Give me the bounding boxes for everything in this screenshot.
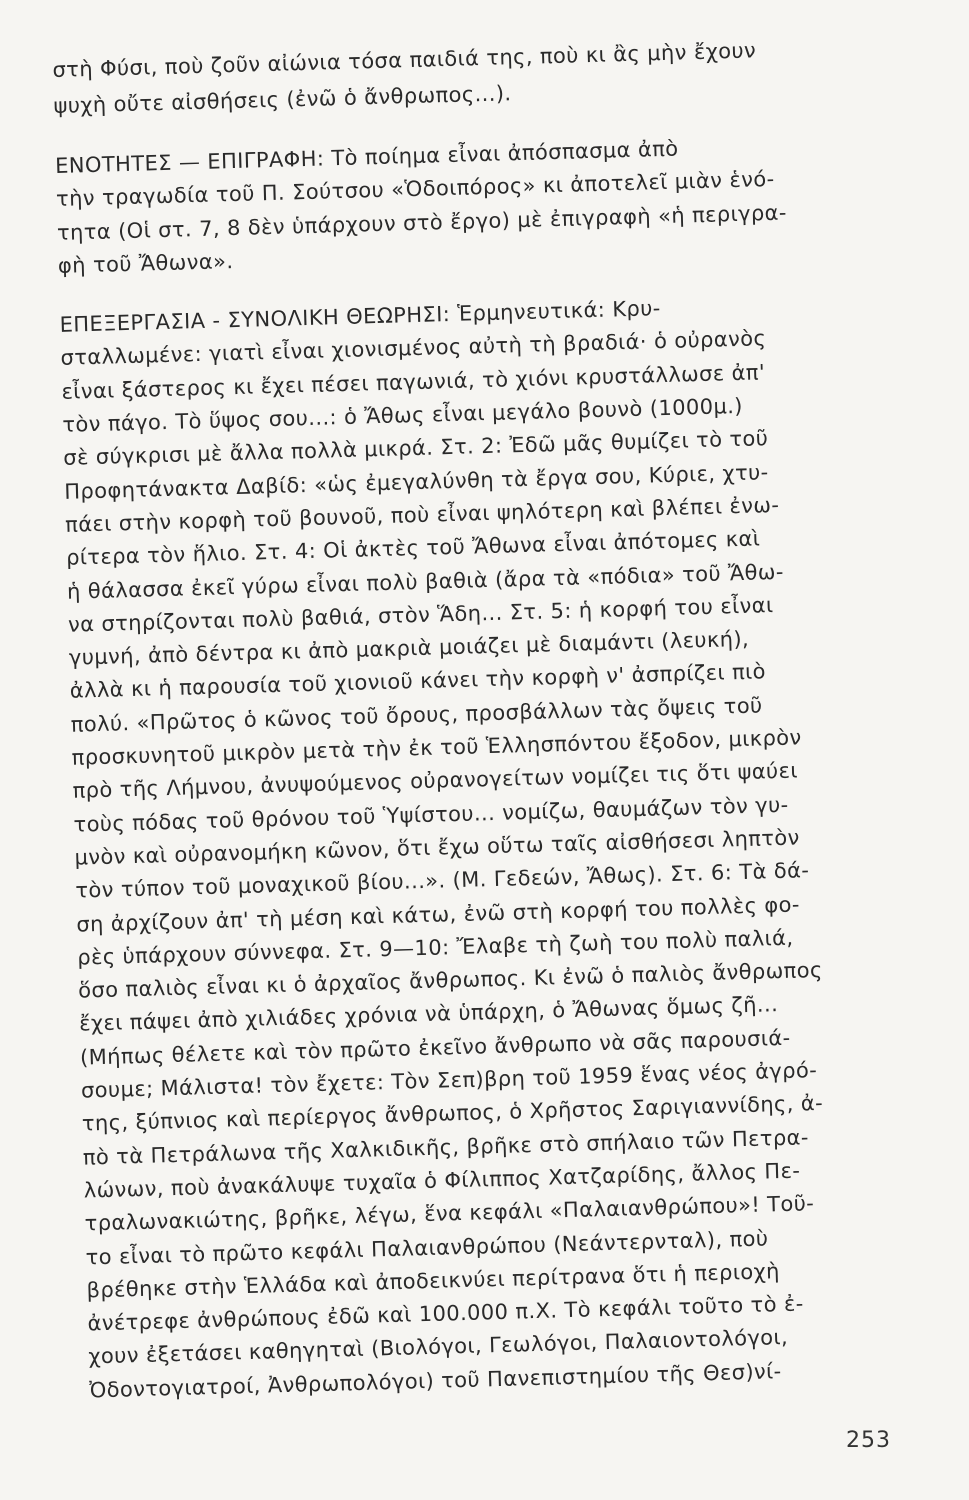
text-line: το εἶναι τὸ πρῶτο κεφάλι Παλαιανθρώπου (Νεάντερνταλ), ποὺ (85, 1225, 769, 1270)
page-number: 253 (846, 1428, 891, 1453)
text-line: Ὀδοντογιατροί, Ἀνθρωπολόγοι) τοῦ Πανεπιστημίου τῆς Θεσ)νί- (89, 1358, 782, 1403)
text-line: ἀλλὰ κι ἡ παρουσία τοῦ χιονιοῦ κάνει τὴν κορφὴ ν' ἀσπρίζει πιὸ (69, 659, 767, 704)
text-line: ὅσο παλιὸς εἶναι κι ὁ ἀρχαῖος ἄνθρωπος. Κι ἐνῶ ὁ παλιὸς ἄνθρωπος (77, 957, 823, 1003)
text-line: να στηρίζονται πολὺ βαθιά, στὸν Ἅδη... Στ. 5: ἡ κορφή του εἶναι (67, 592, 774, 637)
text-line: ση ἀρχίζουν ἀπ' τὴ μέση καὶ κάτω, ἐνῶ στὴ κορφή του πολλὲς φο- (76, 891, 801, 937)
text-line: Προφητάνακτα Δαβίδ: «ὡς ἐμεγαλύνθη τὰ ἔργα σου, Κύριε, χτυ- (63, 459, 769, 504)
text-line: προσκυνητοῦ μικρὸν μετὰ τὴν ἐκ τοῦ Ἑλλησπόντου ἔξοδον, μικρὸν (71, 725, 802, 770)
text-line: γυμνή, ἀπὸ δέντρα κι ἀπὸ μακριὰ μοιάζει μὲ διαμάντι (λευκή), (68, 626, 750, 670)
text-line: χουν ἐξετάσει καθηγηταὶ (Βιολόγοι, Γεωλόγοι, Παλαιοντολόγοι, (88, 1325, 789, 1369)
text-line: φὴ τοῦ Ἄθωνα». (57, 248, 234, 278)
text-line: τὸν τύπον τοῦ μοναχικοῦ βίου...». (Μ. Γεδεών, Ἄθως). Στ. 6: Τὰ δά- (75, 858, 810, 903)
text-line: εἶναι ξάστερος κι ἔχει πέσει παγωνιά, τὸ χιόνι κρυστάλλωσε ἀπ' (61, 360, 766, 404)
text-line: πὸ τὰ Πετράλωνα τῆς Χαλκιδικῆς, βρῆκε στὸ σπήλαιο τῶν Πετρα- (82, 1124, 810, 1170)
paragraph (52, 29, 894, 124)
text-line: τὸν πάγο. Τὸ ὕψος σου...: ὁ Ἄθως εἶναι μεγάλο βουνὸ (1000μ.) (62, 393, 744, 437)
text-line: τραλωνακιώτης, βρῆκε, λέγω, ἕνα κεφάλι «Παλαιανθρώπου»! Τοῦ- (84, 1191, 815, 1236)
paragraph (55, 127, 898, 284)
text-line: πρὸ τῆς Λήμνου, ἀνυψούμενος οὐρανογείτων νομίζει τις ὅτι ψαύει (72, 758, 799, 804)
text-line: πάει στὴν κορφὴ τοῦ βουνοῦ, ποὺ εἶναι ψηλότερη καὶ βλέπει ἐνω- (64, 492, 780, 537)
text-line: της, ξύπνιος καὶ περίεργος ἄνθρωπος, ὁ Χρῆστος Σαριγιαννίδης, ἀ- (81, 1091, 824, 1136)
text-line: (Μήπως θέλετε καὶ τὸν πρῶτο ἐκεῖνο ἄνθρωπο νὰ σᾶς παρουσιά- (79, 1025, 791, 1070)
text-line: ρίτερα τὸν ἥλιο. Στ. 4: Οἱ ἀκτὲς τοῦ Ἄθωνα εἶναι ἀπότομες καὶ (65, 526, 761, 571)
page-body (52, 29, 930, 1434)
text-line: ἔχει πάψει ἀπὸ χιλιάδες χρόνια νὰ ὑπάρχη, ὁ Ἄθωνας ὅμως ζῆ... (78, 992, 779, 1037)
text-line: ΕΝΟΤΗΤΕΣ — ΕΠΙΓΡΑΦΗ: Τὸ ποίημα εἶναι ἀπόσπασμα ἀπὸ (54, 136, 679, 178)
text-line: στὴ Φύσι, ποὺ ζοῦν αἰώνια τόσα παιδιά της, ποὺ κι ἂς μὴν ἔχουν (52, 38, 757, 82)
text-line: μνὸν καὶ οὐρανομήκη κῶνον, ὅτι ἔχω οὕτω ταῖς αἰσθήσεσι ληπτὸν (74, 825, 800, 870)
text-line: ΕΠΕΞΕΡΓΑΣΙΑ - ΣΥΝΟΛΙΚΗ ΘΕΩΡΗΣΙ: Ἑρμηνευτικά: Κρυ- (59, 296, 662, 338)
text-line: τητα (Οἱ στ. 7, 8 δὲν ὑπάρχουν στὸ ἔργο) μὲ ἐπιγραφὴ «ἡ περιγρα- (56, 200, 788, 245)
text-line: τοὺς πόδας τοῦ θρόνου τοῦ Ὑψίστου... νομίζω, θαυμάζων τὸν γυ- (73, 792, 789, 837)
text-line: ρὲς ὑπάρχουν σύννεφα. Στ. 9—10: Ἔλαβε τὴ ζωὴ του πολὺ παλιά, (76, 925, 794, 970)
text-line: πολύ. «Πρῶτος ὁ κῶνος τοῦ ὄρους, προσβάλλων τὰς ὄψεις τοῦ (70, 693, 763, 737)
text-line: ψυχὴ οὔτε αἰσθήσεις (ἐνῶ ὁ ἄνθρωπος...). (53, 81, 512, 118)
text-line: βρέθηκε στὴν Ἑλλάδα καὶ ἀποδεικνύει περίτρανα ὅτι ἡ περιοχὴ (86, 1258, 781, 1303)
text-line: τὴν τραγωδία τοῦ Π. Σούτσου «Ὁδοιπόρος» κι ἀποτελεῖ μιὰν ἑνό- (55, 167, 775, 212)
paragraph (59, 286, 929, 1408)
text-line: σὲ σύγκρισι μὲ ἄλλα πολλὰ μικρά. Στ. 2: Ἐδῶ μᾶς θυμίζει τὸ τοῦ (63, 426, 769, 471)
text-line: ἡ θάλασσα ἐκεῖ γύρω εἶναι πολὺ βαθιὰ (ἄρα τὰ «πόδια» τοῦ Ἄθω- (66, 559, 785, 604)
text-line: ἀνέτρεφε ἀνθρώπους ἐδῶ καὶ 100.000 π.Χ. Τὸ κεφάλι τοῦτο τὸ ἐ- (87, 1291, 805, 1336)
text-line: λώνων, ποὺ ἀνακάλυψε τυχαῖα ὁ Φίλιππος Χατζαρίδης, ἄλλος Πε- (83, 1158, 801, 1203)
text-line: σταλλωμένε: γιατὶ εἶναι χιονισμένος αὐτὴ τὴ βραδιά· ὁ οὐρανὸς (60, 326, 767, 371)
text-line: σουμε; Μάλιστα! τὸν ἔχετε: Τὸν Σεπ)βρη τοῦ 1959 ἕνας νέος ἀγρό- (80, 1058, 818, 1103)
